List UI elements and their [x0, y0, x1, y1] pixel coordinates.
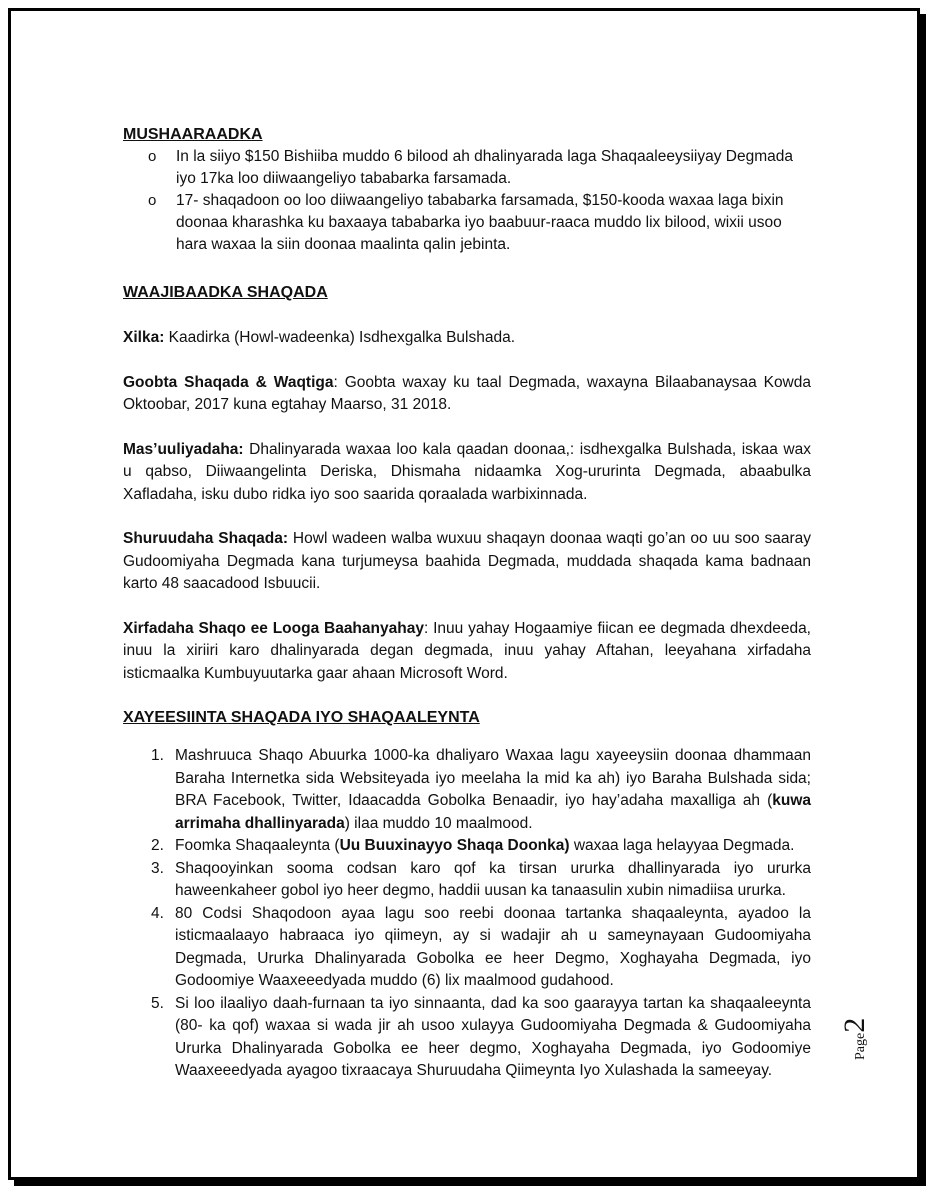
circle-bullet-icon: o — [148, 148, 157, 165]
label-xilka: Xilka: — [123, 329, 165, 346]
salary-bullet-list — [123, 146, 811, 256]
label-xirfadaha: Xirfadaha Shaqo ee Looga Baahanyahay — [123, 619, 424, 637]
document-body — [123, 124, 811, 1083]
heading-waajibaadka: WAAJIBAADKA SHAQADA — [123, 284, 328, 301]
page-number — [838, 1018, 872, 1060]
list-item: 4. 80 Codsi Shaqodoon ayaa lagu soo reebi doonaa tartanka shaqaaleynta, ayadoo la isticmaalaayo habraaca iyo qiimeyn, ay si wadajir ah u sameynayaan Gudoomiyaha Degmada, Ururka Dhalinyarada Gobolka ee heer Degmo, Xoghayaha Degmada, iyo Godoomiye Waaxeeedyada muddo (6) lix maalmood gudahood. — [151, 904, 811, 989]
label-masuuliyadaha: Mas’uuliyadaha: — [123, 440, 244, 458]
list-item: 1. Mashruuca Shaqo Abuurka 1000-ka dhaliyaro Waxaa lagu xayeeysiin doonaa dhammaan Baraha Internetka sida Websiteyada iyo meelaha la mid ka ah) iyo Baraha Bulshada sida; BRA Facebook, Twitter, Idaacadda Gobolka Benaadir, iyo hay’adaha maxalliga ah (kuwa arrimaha dhallinyarada) ilaa muddo 10 maalmood. — [151, 747, 811, 832]
paragraph-masuuliyadaha: Mas’uuliyadaha: Dhalinyarada waxaa loo kala qaadan doonaa,: isdhexgalka Bulshada, iskaa wax u qabso, Diiwaangelinta Deriska, Dhismaha nidaamka Xog-ururinta Degmada, abaabulka Xafladaha, isku dubo ridka iyo soo saarida qoraalada warbixinnada. — [123, 440, 811, 503]
page-number-value: 2 — [838, 1017, 871, 1033]
paragraph-goobta: Goobta Shaqada & Waqtiga: Goobta waxay ku taal Degmada, waxayna Bilaabanaysaa Kowda Oktoobar, 2017 kuna egtahay Maarso, 31 2018. — [123, 373, 811, 413]
label-shuruudaha: Shuruudaha Shaqada: — [123, 530, 289, 547]
circle-bullet-icon: o — [148, 192, 157, 209]
label-goobta: Goobta Shaqada & Waqtiga — [123, 373, 334, 391]
page-word: Page — [853, 1032, 868, 1060]
list-item: 2. Foomka Shaqaaleynta (Uu Buuxinayyo Shaqa Doonka) waxaa laga helayyaa Degmada. — [151, 837, 795, 854]
paragraph-xilka: Xilka: Kaadirka (Howl-wadeenka) Isdhexgalka Bulshada. — [123, 329, 516, 346]
paragraph-xirfadaha: Xirfadaha Shaqo ee Looga Baahanyahay: Inuu yahay Hogaamiye fiican ee degmada dhexdeeda, inuu la xiriiri karo dhalinyarada degan degmada, inuu yahay Aftahan, leeyahana xirfadaha isticmaalka Kumbuyuutarka gaar ahaan Microsoft Word. — [123, 619, 811, 682]
list-item: 3. Shaqooyinkan sooma codsan karo qof ka tirsan ururka dhallinyarada iyo ururka haweenkaheer gobol iyo heer degmo, haddii uusan ka tanaasulin xubin nimadiisa ururka. — [151, 859, 811, 899]
list-item: o 17- shaqadoon oo loo diiwaangeliyo tababarka farsamada, $150-kooda waxaa laga bixin doonaa kharashka ku baxaaya tababarka iyo baabuur-raaca muddo lix bilood, wixii usoo hara waxaa la siin doonaa maalinta qalin jebinta. — [148, 192, 784, 253]
paragraph-shuruudaha: Shuruudaha Shaqada: Howl wadeen walba wuxuu shaqayn doonaa waqti go’an oo uu soo saaray Gudoomiyaha Degmada kana turjumeysa baahida Degmada, muddada shaqada kama badnaan karto 48 saacadood Isbuucii. — [123, 530, 811, 592]
heading-mushaaraadka: MUSHAARAADKA — [123, 126, 263, 143]
list-item: 5. Si loo ilaaliyo daah-furnaan ta iyo sinnaanta, dad ka soo gaarayya tartan ka shaqaaleeynta (80- ka qof) waxaa si wada jir ah usoo xulayya Gudoomiyaha Degmada & Gudoomiyaha Ururka Dhalinyarada Gobolka ee heer degmo, Xoghayaha Degmada, iyo Godoomiye Waaxeeedyada ayagoo tixraacaya Shuruudaha Qiimeynta Iyo Xulashada la sameeyay. — [151, 994, 811, 1079]
heading-xayeesiinta: XAYEESIINTA SHAQADA IYO SHAQAALEYNTA — [123, 709, 480, 726]
list-item: o In la siiyo $150 Bishiiba muddo 6 bilood ah dhalinyarada laga Shaqaaleeysiiyay Degmada iyo 17ka loo diiwaangeliyo tababarka farsamada. — [148, 148, 793, 187]
recruitment-numbered-list — [123, 745, 811, 1083]
